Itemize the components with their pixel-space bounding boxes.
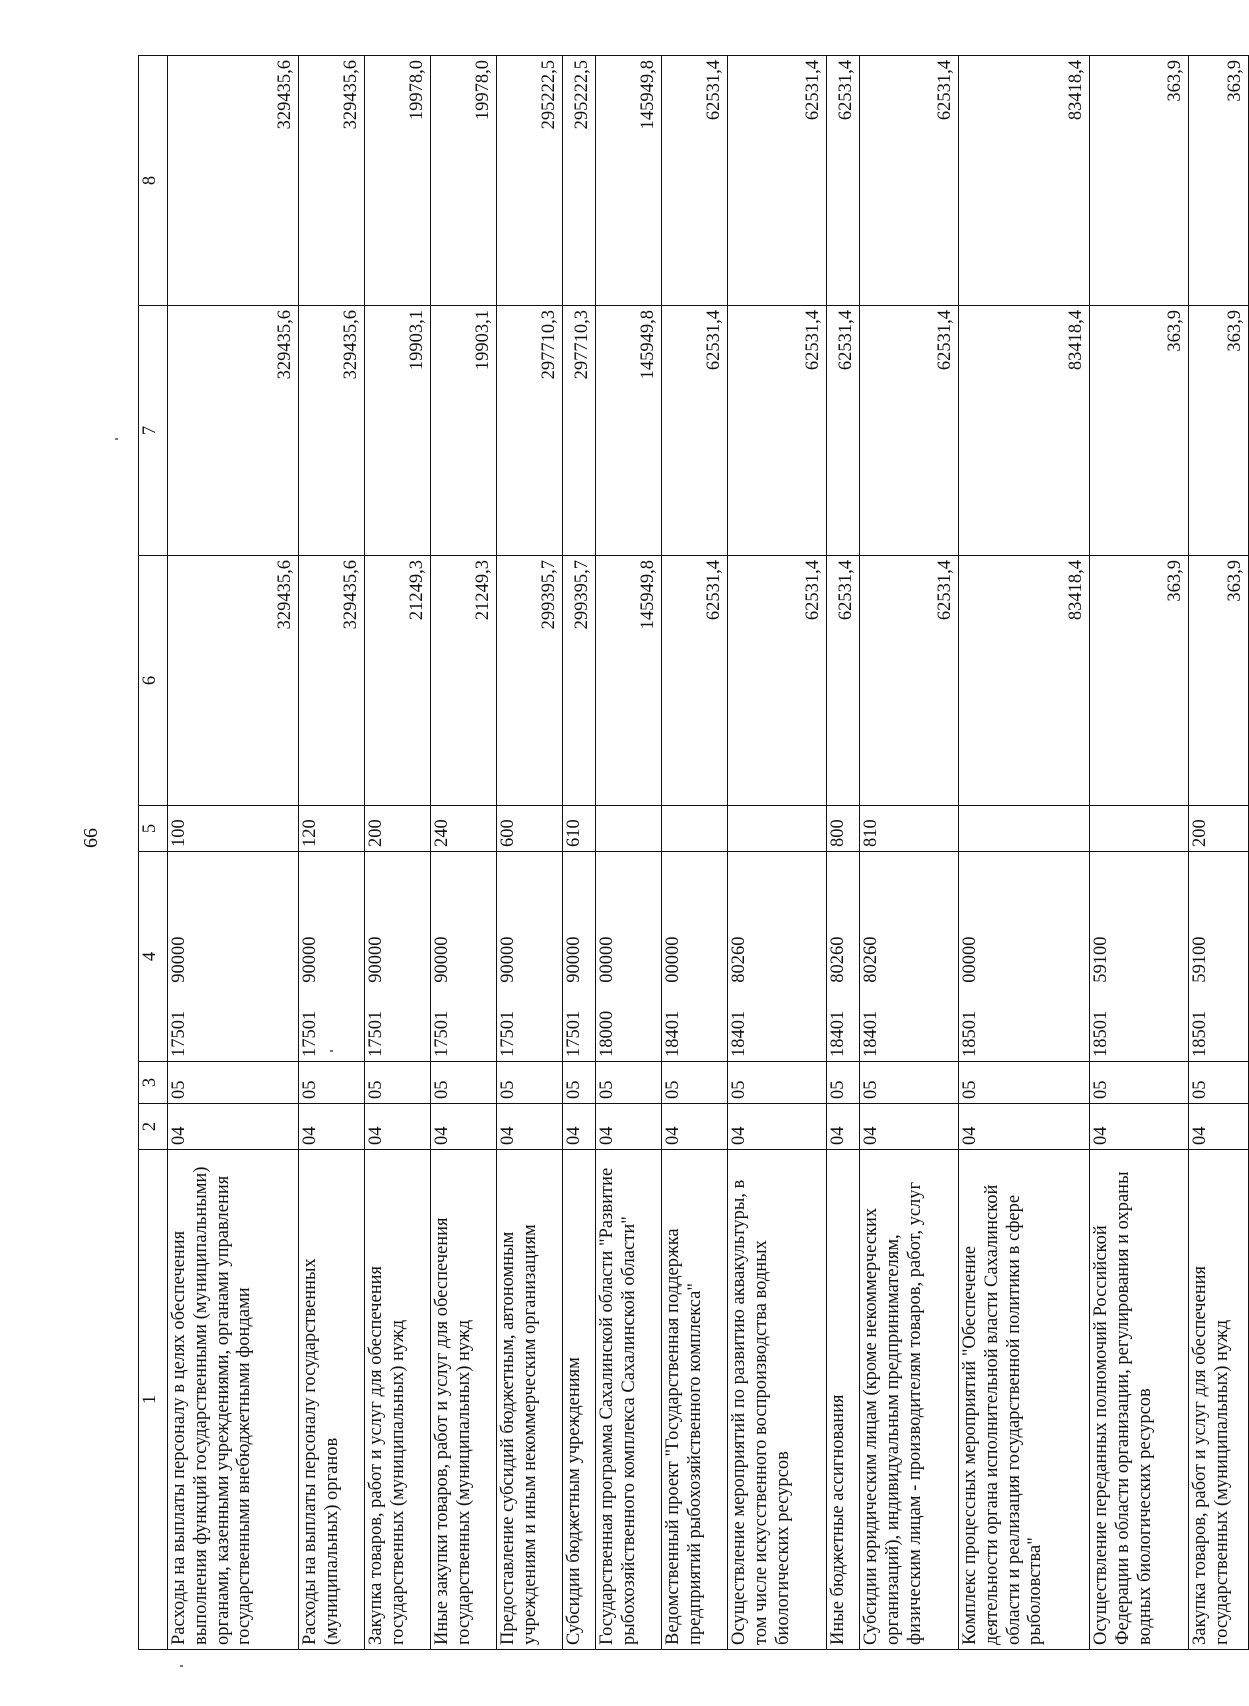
section-code: 04 xyxy=(959,1104,1090,1150)
target-article-code xyxy=(497,852,563,1062)
amount-col-6: 21249,3 xyxy=(431,556,497,806)
row-name: Иные бюджетные ассигнования xyxy=(827,1150,860,1650)
amount-col-7: 297710,3 xyxy=(497,306,563,556)
expense-type-code: 610 xyxy=(563,806,596,852)
subsection-code: 05 xyxy=(563,1062,596,1104)
row-name: Расходы на выплаты персоналу в целях обеспечения выполнения функций государственными (муниципальными) органами, казенными учреждениями, органами управления государственными внебюджетными фондами xyxy=(168,1150,299,1650)
section-code: 04 xyxy=(431,1104,497,1150)
amount-col-7: 62531,4 xyxy=(728,306,827,556)
section-code: 04 xyxy=(299,1104,365,1150)
budget-table xyxy=(138,55,1249,1650)
target-article-part-2: 80260 xyxy=(861,936,881,983)
target-article-part-2: 00000 xyxy=(597,936,617,983)
target-article-part-1: 18501 xyxy=(1190,1010,1210,1057)
scan-speck xyxy=(180,1665,183,1667)
row-name: Осуществление переданных полномочий Российской Федерации в области организации, регулирования и охраны водных биологических ресурсов xyxy=(1090,1150,1189,1650)
page-number: 66 xyxy=(80,828,102,848)
amount-col-8: 19978,0 xyxy=(365,56,431,306)
target-article-part-1: 17501 xyxy=(366,1010,386,1057)
amount-col-7: 62531,4 xyxy=(860,306,959,556)
header-col-1: 1 xyxy=(139,1150,168,1650)
target-article-part-2: 90000 xyxy=(432,936,452,983)
table-row xyxy=(860,56,959,1650)
subsection-code: 05 xyxy=(1090,1062,1189,1104)
amount-col-8: 329435,6 xyxy=(299,56,365,306)
subsection-code: 05 xyxy=(728,1062,827,1104)
amount-col-8: 62531,4 xyxy=(662,56,728,306)
amount-col-8: 62531,4 xyxy=(860,56,959,306)
section-code: 04 xyxy=(662,1104,728,1150)
target-article-code xyxy=(860,852,959,1062)
target-article-part-2: 90000 xyxy=(169,936,189,983)
amount-col-6: 329435,6 xyxy=(299,556,365,806)
scan-speck xyxy=(115,438,118,440)
amount-col-7: 145949,8 xyxy=(596,306,662,556)
amount-col-7: 329435,6 xyxy=(168,306,299,556)
amount-col-7: 19903,1 xyxy=(431,306,497,556)
target-article-code xyxy=(431,852,497,1062)
target-article-part-2: 00000 xyxy=(663,936,683,983)
expense-type-code: 200 xyxy=(1189,806,1249,852)
amount-col-6: 299395,7 xyxy=(497,556,563,806)
amount-col-8: 62531,4 xyxy=(827,56,860,306)
subsection-code: 05 xyxy=(596,1062,662,1104)
target-article-part-1: 17501 xyxy=(564,1010,584,1057)
target-article-code xyxy=(596,852,662,1062)
subsection-code: 05 xyxy=(827,1062,860,1104)
row-name: Закупка товаров, работ и услуг для обеспечения государственных (муниципальных) нужд xyxy=(365,1150,431,1650)
amount-col-6: 145949,8 xyxy=(596,556,662,806)
target-article-code xyxy=(827,852,860,1062)
row-name: Комплекс процессных мероприятий "Обеспечение деятельности органа исполнительной власти Сахалинской области и реализация государственной политики в сфере рыболовства" xyxy=(959,1150,1090,1650)
table-row xyxy=(365,56,431,1650)
section-code: 04 xyxy=(168,1104,299,1150)
amount-col-7: 363,9 xyxy=(1189,306,1249,556)
target-article-part-2: 80260 xyxy=(729,936,749,983)
row-name: Субсидии бюджетным учреждениям xyxy=(563,1150,596,1650)
expense-type-code: 810 xyxy=(860,806,959,852)
table-row xyxy=(596,56,662,1650)
amount-col-6: 62531,4 xyxy=(662,556,728,806)
target-article-part-1: 17501 xyxy=(300,1010,320,1057)
row-name: Осуществление мероприятий по развитию аквакультуры, в том числе искусственного воспроизводства водных биологических ресурсов xyxy=(728,1150,827,1650)
row-name: Субсидии юридическим лицам (кроме некоммерческих организаций), индивидуальным предпринимателям, физическим лицам - производителям товаров, работ, услуг xyxy=(860,1150,959,1650)
subsection-code: 05 xyxy=(299,1062,365,1104)
target-article-part-1: 18000 xyxy=(597,1010,617,1057)
table-header-row xyxy=(139,56,168,1650)
target-article-part-2: 59100 xyxy=(1091,936,1111,983)
expense-type-code: 800 xyxy=(827,806,860,852)
table-body xyxy=(168,56,1249,1650)
row-name: Закупка товаров, работ и услуг для обеспечения государственных (муниципальных) нужд xyxy=(1189,1150,1249,1650)
table-row xyxy=(959,56,1090,1650)
target-article-part-1: 18401 xyxy=(828,1010,848,1057)
target-article-part-2: 59100 xyxy=(1190,936,1210,983)
expense-type-code: 240 xyxy=(431,806,497,852)
table-row xyxy=(662,56,728,1650)
expense-type-code xyxy=(1090,806,1189,852)
subsection-code: 05 xyxy=(365,1062,431,1104)
target-article-code xyxy=(1189,852,1249,1062)
section-code: 04 xyxy=(827,1104,860,1150)
amount-col-6: 83418,4 xyxy=(959,556,1090,806)
row-name: Предоставление субсидий бюджетным, автономным учреждениям и иным некоммерческим организациям xyxy=(497,1150,563,1650)
target-article-part-2: 90000 xyxy=(300,936,320,983)
header-col-4: 4 xyxy=(139,852,168,1062)
target-article-code xyxy=(563,852,596,1062)
row-name: Иные закупки товаров, работ и услуг для обеспечения государственных (муниципальных) нужд xyxy=(431,1150,497,1650)
amount-col-8: 295222,5 xyxy=(563,56,596,306)
subsection-code: 05 xyxy=(431,1062,497,1104)
amount-col-8: 329435,6 xyxy=(168,56,299,306)
target-article-part-1: 18401 xyxy=(729,1010,749,1057)
target-article-code xyxy=(1090,852,1189,1062)
expense-type-code xyxy=(728,806,827,852)
amount-col-7: 363,9 xyxy=(1090,306,1189,556)
target-article-part-2: 90000 xyxy=(498,936,518,983)
amount-col-6: 329435,6 xyxy=(168,556,299,806)
target-article-part-2: 90000 xyxy=(366,936,386,983)
table-row xyxy=(1090,56,1189,1650)
header-col-8: 8 xyxy=(139,56,168,306)
table-row xyxy=(728,56,827,1650)
table-row xyxy=(168,56,299,1650)
expense-type-code: 120 xyxy=(299,806,365,852)
table-row xyxy=(431,56,497,1650)
row-name: Расходы на выплаты персоналу государственных (муниципальных) органов xyxy=(299,1150,365,1650)
header-col-6: 6 xyxy=(139,556,168,806)
amount-col-6: 21249,3 xyxy=(365,556,431,806)
target-article-code xyxy=(168,852,299,1062)
subsection-code: 05 xyxy=(860,1062,959,1104)
table-row xyxy=(497,56,563,1650)
target-article-code xyxy=(299,852,365,1062)
amount-col-8: 19978,0 xyxy=(431,56,497,306)
section-code: 04 xyxy=(1090,1104,1189,1150)
target-article-code xyxy=(662,852,728,1062)
expense-type-code: 600 xyxy=(497,806,563,852)
target-article-part-1: 17501 xyxy=(432,1010,452,1057)
amount-col-8: 62531,4 xyxy=(728,56,827,306)
amount-col-7: 62531,4 xyxy=(827,306,860,556)
amount-col-7: 19903,1 xyxy=(365,306,431,556)
target-article-part-1: 18401 xyxy=(861,1010,881,1057)
section-code: 04 xyxy=(860,1104,959,1150)
amount-col-6: 62531,4 xyxy=(827,556,860,806)
subsection-code: 05 xyxy=(168,1062,299,1104)
target-article-part-2: 90000 xyxy=(564,936,584,983)
amount-col-8: 363,9 xyxy=(1090,56,1189,306)
amount-col-7: 329435,6 xyxy=(299,306,365,556)
subsection-code: 05 xyxy=(662,1062,728,1104)
section-code: 04 xyxy=(497,1104,563,1150)
rotated-page xyxy=(138,56,1246,1650)
target-article-part-1: 18401 xyxy=(663,1010,683,1057)
section-code: 04 xyxy=(728,1104,827,1150)
header-col-3: 3 xyxy=(139,1062,168,1104)
expense-type-code xyxy=(662,806,728,852)
expense-type-code: 100 xyxy=(168,806,299,852)
amount-col-8: 145949,8 xyxy=(596,56,662,306)
section-code: 04 xyxy=(563,1104,596,1150)
header-col-7: 7 xyxy=(139,306,168,556)
amount-col-6: 363,9 xyxy=(1189,556,1249,806)
row-name: Государственная программа Сахалинской области "Развитие рыбохозяйственного комплекса Сахалинской области" xyxy=(596,1150,662,1650)
target-article-part-2: 80260 xyxy=(828,936,848,983)
header-col-5: 5 xyxy=(139,806,168,852)
target-article-part-1: 17501 xyxy=(169,1010,189,1057)
target-article-part-1: 18501 xyxy=(1091,1010,1111,1057)
amount-col-6: 62531,4 xyxy=(860,556,959,806)
table-row xyxy=(827,56,860,1650)
amount-col-8: 295222,5 xyxy=(497,56,563,306)
amount-col-7: 62531,4 xyxy=(662,306,728,556)
table-row xyxy=(1189,56,1249,1650)
subsection-code: 05 xyxy=(959,1062,1090,1104)
amount-col-6: 62531,4 xyxy=(728,556,827,806)
expense-type-code xyxy=(596,806,662,852)
target-article-part-1: 17501 xyxy=(498,1010,518,1057)
section-code: 04 xyxy=(596,1104,662,1150)
amount-col-8: 83418,4 xyxy=(959,56,1090,306)
row-name: Ведомственный проект "Государственная поддержка предприятий рыбохозяйственного комплекса" xyxy=(662,1150,728,1650)
target-article-code xyxy=(728,852,827,1062)
subsection-code: 05 xyxy=(1189,1062,1249,1104)
expense-type-code: 200 xyxy=(365,806,431,852)
table-row xyxy=(563,56,596,1650)
target-article-code xyxy=(959,852,1090,1062)
section-code: 04 xyxy=(1189,1104,1249,1150)
amount-col-7: 297710,3 xyxy=(563,306,596,556)
target-article-code xyxy=(365,852,431,1062)
table-row xyxy=(299,56,365,1650)
section-code: 04 xyxy=(365,1104,431,1150)
amount-col-7: 83418,4 xyxy=(959,306,1090,556)
expense-type-code xyxy=(959,806,1090,852)
scan-speck xyxy=(330,1050,333,1052)
amount-col-8: 363,9 xyxy=(1189,56,1249,306)
target-article-part-1: 18501 xyxy=(960,1010,980,1057)
amount-col-6: 299395,7 xyxy=(563,556,596,806)
header-col-2: 2 xyxy=(139,1104,168,1150)
subsection-code: 05 xyxy=(497,1062,563,1104)
amount-col-6: 363,9 xyxy=(1090,556,1189,806)
target-article-part-2: 00000 xyxy=(960,936,980,983)
